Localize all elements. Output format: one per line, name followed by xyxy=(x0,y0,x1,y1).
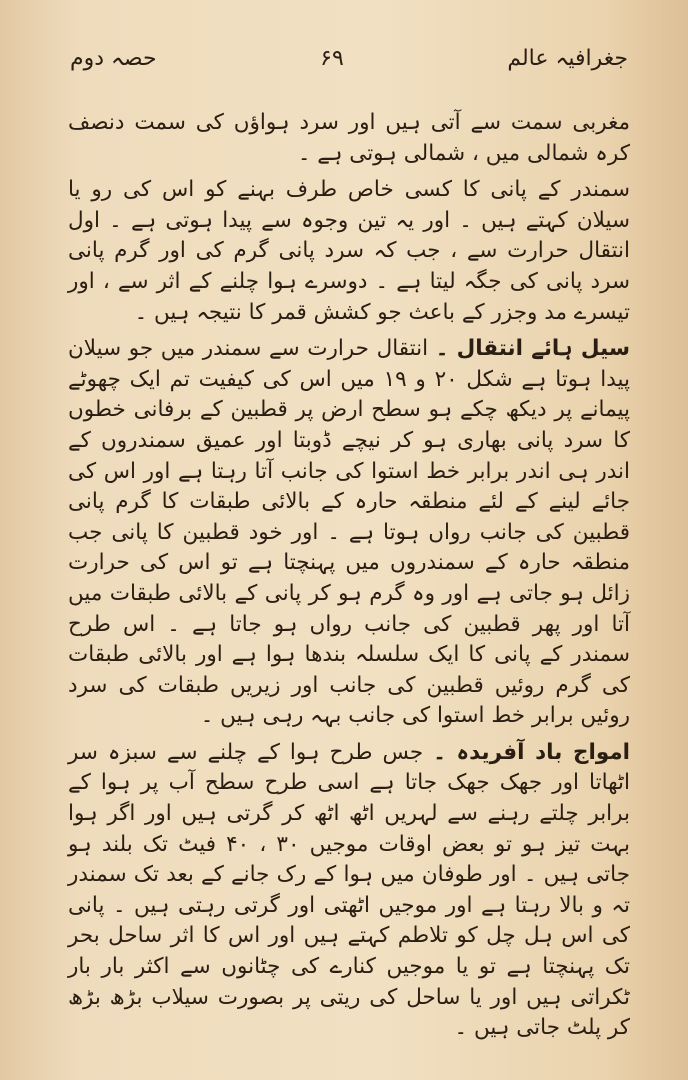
paragraph-text: مغربی سمت سے آتی ہیں اور سرد ہواؤں کی سمت دنصف کرہ شمالی میں ، شمالی ہوتی ہے ۔ xyxy=(68,110,630,166)
paragraph xyxy=(68,108,630,169)
section-heading: سیل ہائے انتقال ۔ xyxy=(435,336,630,362)
paragraph xyxy=(68,738,630,1044)
paragraph xyxy=(68,334,630,732)
page-header xyxy=(70,38,628,78)
book-title: جغرافیہ عالم xyxy=(507,45,628,71)
paragraph-text: جس طرح ہوا کے چلنے سے سبزہ سر اٹھاتا اور جھک جھک جاتا ہے اسی طرح سطح آب پر ہوا کے برابر چلتے رہنے سے لہریں اٹھ اٹھ کر گرتی ہیں اور اگر ہوا بہت تیز ہو تو بعض اوقات موجیں ۳۰ ، ۴۰ فیٹ تک بلند ہو جاتی ہیں ۔ اور طوفان میں ہوا کے رک جانے کے بعد تک سمندر تہ و بالا رہتا ہے اور موجیں اٹھتی اور گرتی رہتی ہیں ۔ پانی کی اس ہل چل کو تلاطم کہتے ہیں اور اس کا اثر ساحل بحر تک پہنچتا ہے تو یا موجیں کنارے کی چٹانوں سے اکثر بار بار ٹکراتی ہیں اور یا ساحل کی ریتی پر بصورت سیلاب بڑھ بڑھ کر پلٹ جاتی ہیں ۔ xyxy=(68,739,630,1041)
paragraph-text: سمندر کے پانی کا کسی خاص طرف بہنے کو اس کی رو یا سیلان کہتے ہیں ۔ اور یہ تین وجوہ سے پیدا ہوتی ہے ۔ اول انتقال حرارت سے ، جب کہ سرد پانی گرم کی اور گرم پانی سرد پانی کی جگہ لیتا ہے ۔ دوسرے ہوا چلنے کے اثر سے ، اور تیسرے مد وجزر کے باعث جو کشش قمر کا نتیجہ ہیں ۔ xyxy=(68,177,630,325)
page-number: ۶۹ xyxy=(320,45,344,71)
page-body xyxy=(68,108,630,1044)
section-label: حصہ دوم xyxy=(70,45,157,71)
paragraph-text: انتقال حرارت سے سمندر میں جو سیلان پیدا ہوتا ہے شکل ۲۰ و ۱۹ میں اس کی کیفیت تم ایک چھوٹے پیمانے پر دیکھ چکے ہو سطح ارض پر قطبین کے برفانی خطوں کا سرد پانی بھاری ہو کر نیچے ڈوبتا اور عمیق سمندروں کے اندر ہی اندر برابر خط استوا کی جانب آتا رہتا ہے اور اس کی جائے لینے کے لئے منطقہ حارہ کے بالائی طبقات کا گرم پانی قطبین کی جانب رواں ہوتا ہے ۔ اور خود قطبین کا پانی جب منطقہ حارہ کے سمندروں میں پہنچتا ہے تو اس کی حرارت زائل ہو جاتی ہے اور وہ گرم ہو کر پانی کے بالائی طبقات میں آتا اور پھر قطبین کی جانب رواں ہو جاتا ہے ۔ اس طرح سمندر کے پانی کا ایک سلسلہ بندھا ہوا ہے اور بالائی طبقات کی گرم روئیں قطبین کی جانب اور زیریں طبقات کی سرد روئیں برابر خط استوا کی جانب بہہ رہی ہیں ۔ xyxy=(68,336,630,729)
section-heading: امواج باد آفریدہ ۔ xyxy=(433,739,630,765)
paragraph xyxy=(68,175,630,328)
